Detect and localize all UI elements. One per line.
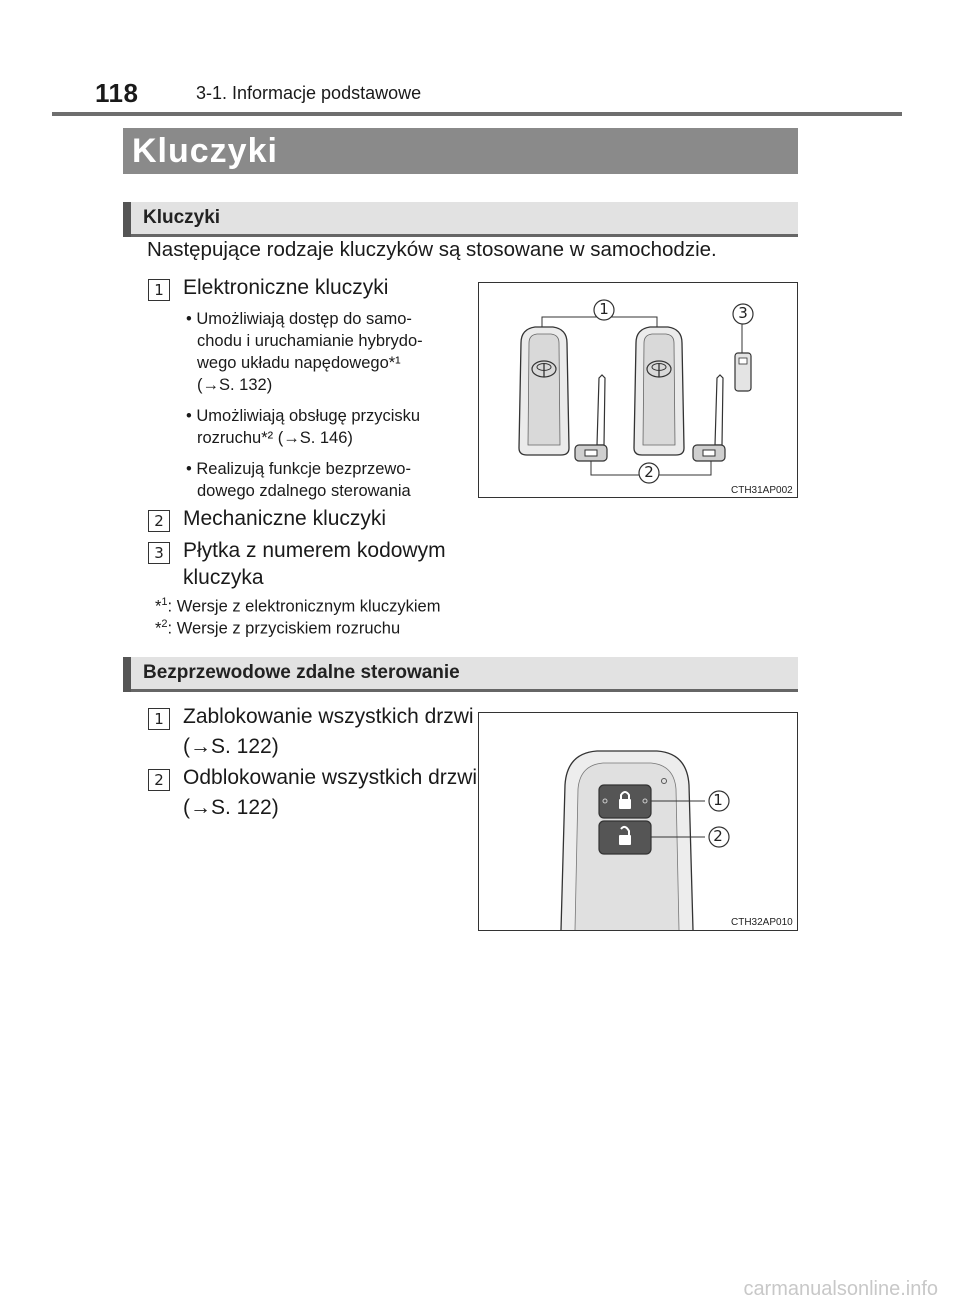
unlock-button[interactable] <box>599 821 651 854</box>
item-number: 3 <box>148 542 170 564</box>
item-label: Zablokowanie wszystkich drzwi <box>183 705 474 728</box>
bullet-line: • Realizują funkcje bezprzewo- <box>186 460 411 478</box>
item-label: kluczyka <box>183 566 264 589</box>
subheading-remote-label: Bezprzewodowe zdalne sterowanie <box>143 662 460 683</box>
subheading-keys <box>123 202 798 237</box>
callout-3: 3 <box>738 304 748 322</box>
callout-2: 2 <box>644 463 654 481</box>
item-label: Odblokowanie wszystkich drzwi <box>183 766 478 789</box>
mechanical-key-right <box>693 375 725 461</box>
subheading-marker <box>123 202 131 237</box>
item-number: 1 <box>148 708 170 730</box>
item-number: 1 <box>148 279 170 301</box>
footnote: *$^2$: Wersje z przyciskiem rozruchu <box>155 618 401 638</box>
header-rule <box>52 112 902 116</box>
page-number: 118 <box>95 78 139 108</box>
item-label: Mechaniczne kluczyki <box>183 507 387 530</box>
bullet-line: (→S. 132) <box>197 376 273 394</box>
item-number: 2 <box>148 510 170 532</box>
page-title: Kluczyki <box>132 132 278 170</box>
item-label: (→S. 122) <box>183 796 279 819</box>
item-label: (→S. 122) <box>183 735 279 758</box>
bullet-line: rozruchu*² (→S. 146) <box>197 429 353 447</box>
callout-2: 2 <box>713 827 723 845</box>
bullet-line: • Umożliwiają obsługę przycisku <box>186 407 421 425</box>
intro-text: Następujące rodzaje kluczyków są stosowane w samochodzie. <box>147 238 717 261</box>
figure-code: CTH32AP010 <box>731 917 793 928</box>
section-title: 3-1. Informacje podstawowe <box>196 83 422 103</box>
smart-key-right <box>634 327 684 455</box>
callout-1: 1 <box>713 791 723 809</box>
bullet-line: dowego zdalnego sterowania <box>197 482 411 500</box>
smart-key-left <box>519 327 569 455</box>
subheading-keys-label: Kluczyki <box>143 207 221 228</box>
callout-1: 1 <box>599 300 609 318</box>
subheading-remote <box>123 657 798 692</box>
bullet-line: chodu i uruchamianie hybrydo- <box>197 332 423 350</box>
bullet-line: • Umożliwiają dostęp do samo- <box>186 310 412 328</box>
watermark: carmanualsonline.info <box>743 1278 938 1300</box>
bullet-line: wego układu napędowego*¹ <box>197 354 401 372</box>
item-label: Elektroniczne kluczyki <box>183 276 389 299</box>
item-number: 2 <box>148 769 170 791</box>
item-label: Płytka z numerem kodowym <box>183 539 446 562</box>
lock-button[interactable] <box>599 785 651 818</box>
subheading-marker <box>123 657 131 692</box>
mechanical-key-left <box>575 375 607 461</box>
remote-figure <box>478 712 798 931</box>
key-number-plate <box>735 353 751 391</box>
footnote: *$^1$: Wersje z elektronicznym kluczykiem <box>155 596 441 616</box>
figure-code: CTH31AP002 <box>731 485 793 496</box>
